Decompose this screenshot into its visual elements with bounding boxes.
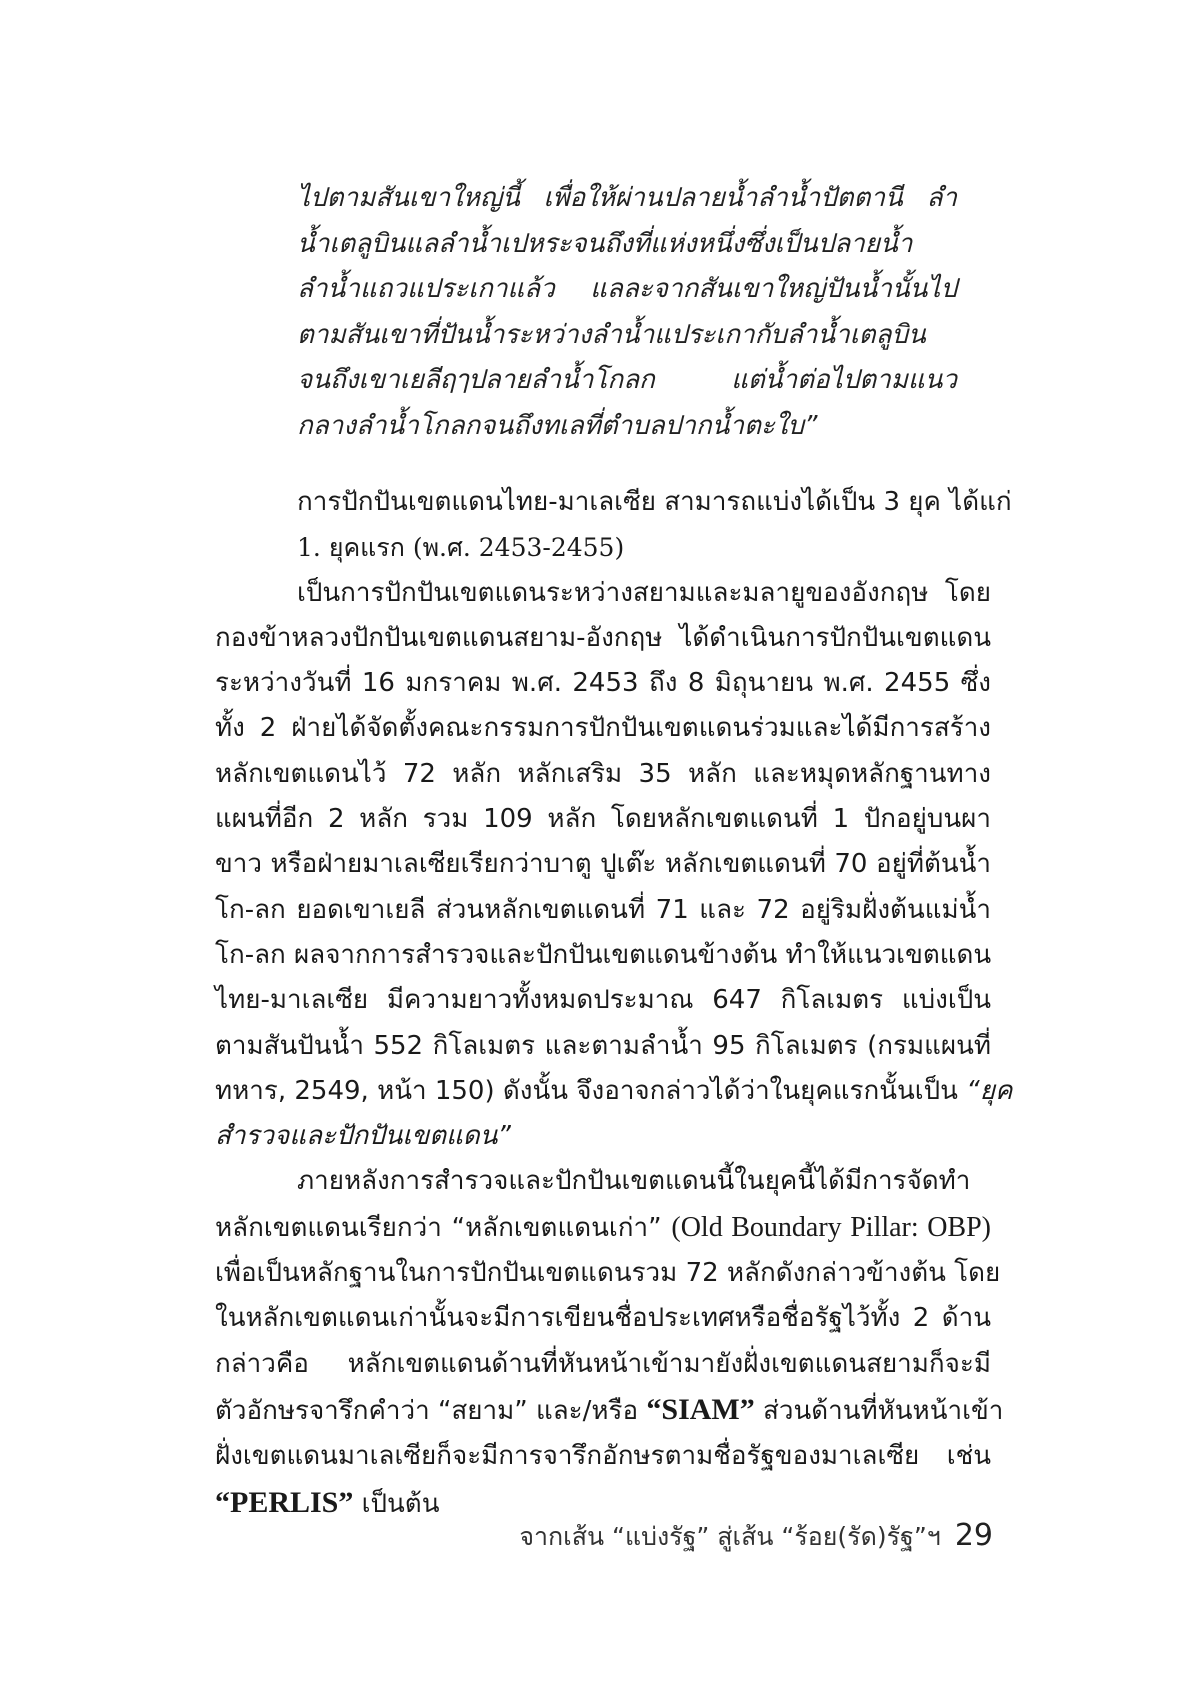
paragraph-line: กล่าวคือ หลักเขตแดนด้านที่หันหน้าเข้ามายังฝั่งเขตแดนสยามก็จะมี (215, 1348, 991, 1379)
paragraph-line: ระหว่างวันที่ 16 มกราคม พ.ศ. 2453 ถึง 8 มิถุนายน พ.ศ. 2455 ซึ่ง (215, 668, 991, 699)
paragraph-italic-text: “ยุค (966, 1075, 1013, 1106)
paragraph-line: โก-ลก ยอดเขาเยลี ส่วนหลักเขตแดนที่ 71 และ 72 อยู่ริมฝั่งต้นแม่น้ำ (215, 894, 991, 925)
section-years: (พ.ศ. 2453-2455) (412, 533, 625, 563)
paragraph-line: แผนที่อีก 2 หลัก รวม 109 หลัก โดยหลักเขตแดนที่ 1 ปักอยู่บนผา (215, 804, 991, 835)
running-title: จากเส้น “แบ่งรัฐ” สู่เส้น “ร้อย(รัด)รัฐ”ฯ (519, 1522, 941, 1551)
paragraph-line: สำรวจและปักปันเขตแดน” (215, 1121, 511, 1152)
page-footer (515, 1517, 993, 1557)
quote-line: ลำน้ำแถวแประเกาแล้ว แลละจากสันเขาใหญ่ปันน้ำนั้นไป (297, 274, 957, 304)
block-quote (297, 176, 957, 449)
siam-inscription: “SIAM” (646, 1392, 755, 1426)
paragraph-text: ทหาร, 2549, หน้า 150) ดังนั้น จึงอาจกล่าวได้ว่าในยุคแรกนั้นเป็น (215, 1075, 958, 1106)
paragraph-line: โก-ลก ผลจากการสำรวจและปักปันเขตแดนข้างต้น ทำให้แนวเขตแดน (215, 939, 992, 970)
paragraph-line: ทั้ง 2 ฝ่ายได้จัดตั้งคณะกรรมการปักปันเขตแดนร่วมและได้มีการสร้าง (215, 713, 991, 744)
quote-line: ไปตามสันเขาใหญ่นี้ เพื่อให้ผ่านปลายน้ำลำน้ำปัตตานี ลำ (297, 183, 957, 213)
paragraph-line: เพื่อเป็นหลักฐานในการปักปันเขตแดนรวม 72 หลักดังกล่าวข้างต้น โดย (215, 1258, 1001, 1289)
paragraph-text: ส่วนด้านที่หันหน้าเข้า (763, 1395, 1004, 1426)
intro-line: การปักปันเขตแดนไทย-มาเลเซีย สามารถแบ่งได้เป็น 3 ยุค ได้แก่ (297, 487, 1012, 517)
quote-line: จนถึงเขาเยลีฤๅปลายลำน้ำโกลก แต่น้ำต่อไปตามแนว (297, 365, 957, 395)
section-heading (215, 525, 991, 570)
body-text (215, 480, 1013, 1527)
paragraph-line (215, 1205, 991, 1251)
paragraph-line: ภายหลังการสำรวจและปักปันเขตแดนนี้ในยุคนี้ได้มีการจัดทำ (297, 1166, 971, 1197)
perlis-inscription: “PERLIS” (215, 1485, 354, 1519)
quote-line: กลางลำน้ำโกลกจนถึงทเลที่ตำบลปากน้ำตะใบ” (297, 410, 818, 441)
quote-line: น้ำเตลูบินแลลำน้ำเปหระจนถึงที่แห่งหนึ่งซึ่งเป็นปลายน้ำ (297, 228, 913, 259)
paragraph-line: ในหลักเขตแดนเก่านั้นจะมีการเขียนชื่อประเทศหรือชื่อรัฐไว้ทั้ง 2 ด้าน (215, 1303, 991, 1334)
paragraph-line (215, 1069, 1013, 1114)
paragraph-line: เป็นการปักปันเขตแดนระหว่างสยามและมลายูของอังกฤษ โดย (297, 577, 991, 608)
paragraph-line: ไทย-มาเลเซีย มีความยาวทั้งหมดประมาณ 647 กิโลเมตร แบ่งเป็น (215, 985, 991, 1016)
page-number: 29 (954, 1518, 993, 1553)
paragraph-line: กองข้าหลวงปักปันเขตแดนสยาม-อังกฤษ ได้ดำเนินการปักปันเขตแดน (215, 622, 991, 653)
english-term: (Old Boundary Pillar: OBP) (671, 1211, 991, 1243)
paragraph-line: หลักเขตแดนไว้ 72 หลัก หลักเสริม 35 หลัก และหมุดหลักฐานทาง (215, 758, 991, 789)
paragraph-line: ฝั่งเขตแดนมาเลเซียก็จะมีการจารึกอักษรตามชื่อรัฐของมาเลเซีย เช่น (215, 1441, 991, 1472)
paragraph-text: หลักเขตแดนเรียกว่า “หลักเขตแดนเก่า” (215, 1212, 662, 1243)
section-title: ยุคแรก (328, 533, 405, 563)
paragraph-text: ตัวอักษรจารึกคำว่า “สยาม” และ/หรือ (215, 1395, 639, 1426)
paragraph-text: เป็นต้น (361, 1488, 440, 1519)
section-number: 1. (297, 533, 321, 563)
paragraph-line (215, 1387, 1004, 1434)
paragraph-line: ตามสันปันน้ำ 552 กิโลเมตร และตามลำน้ำ 95 กิโลเมตร (กรมแผนที่ (215, 1030, 991, 1061)
quote-line: ตามสันเขาที่ปันน้ำระหว่างลำน้ำแประเกากับลำน้ำเตลูบิน (297, 319, 926, 350)
paragraph-line: ขาว หรือฝ่ายมาเลเซียเรียกว่าบาตู ปูเต๊ะ หลักเขตแดนที่ 70 อยู่ที่ต้นน้ำ (215, 849, 991, 880)
